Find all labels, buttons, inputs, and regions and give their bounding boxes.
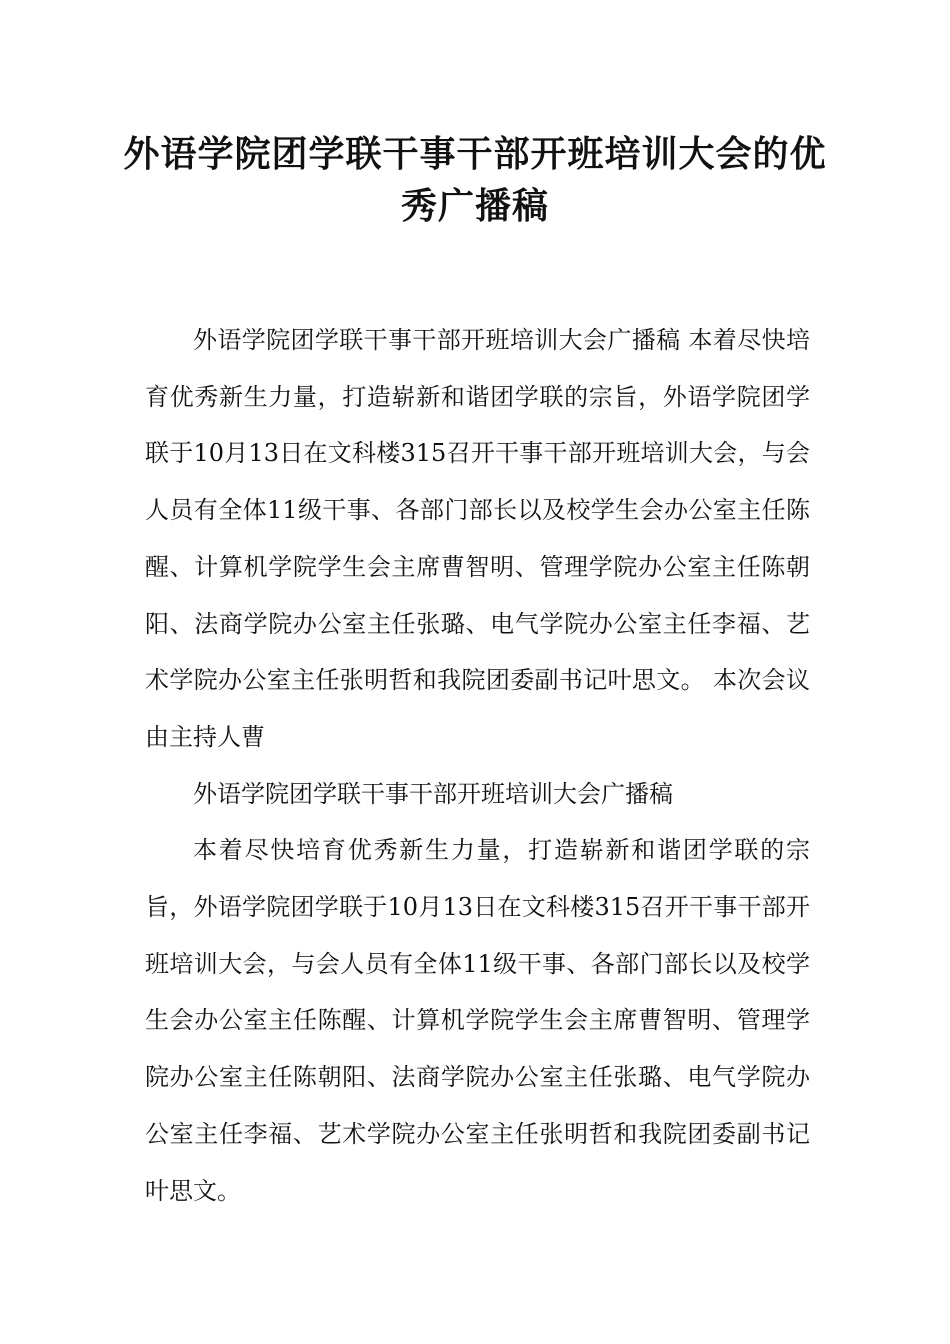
paragraph-3: 本着尽快培育优秀新生力量，打造崭新和谐团学联的宗旨，外语学院团学联于10月13日在文科楼315召开干事干部开班培训大会，与会人员有全体11级干事、各部门部长以及校学生会办公室主任陈醒、计算机学院学生会主席曹智明、管理学院办公室主任陈朝阳、法商学院办公室主任张璐、电气学院办公室主任李福、艺术学院办公室主任张明哲和我院团委副书记叶思文。 <box>145 836 810 1205</box>
document-title: 外语学院团学联干事干部开班培训大会的优秀广播稿 <box>123 133 827 227</box>
paragraph-2: 外语学院团学联干事干部开班培训大会广播稿 <box>193 779 673 808</box>
document-body <box>145 312 810 1219</box>
paragraph-1: 外语学院团学联干事干部开班培训大会广播稿 本着尽快培育优秀新生力量，打造崭新和谐团学联的宗旨，外语学院团学联于10月13日在文科楼315召开干事干部开班培训大会，与会人员有全体11级干事、各部门部长以及校学生会办公室主任陈醒、计算机学院学生会主席曹智明、管理学院办公室主任陈朝阳、法商学院办公室主任张璐、电气学院办公室主任李福、艺术学院办公室主任张明哲和我院团委副书记叶思文。 本次会议由主持人曹 <box>145 326 810 751</box>
